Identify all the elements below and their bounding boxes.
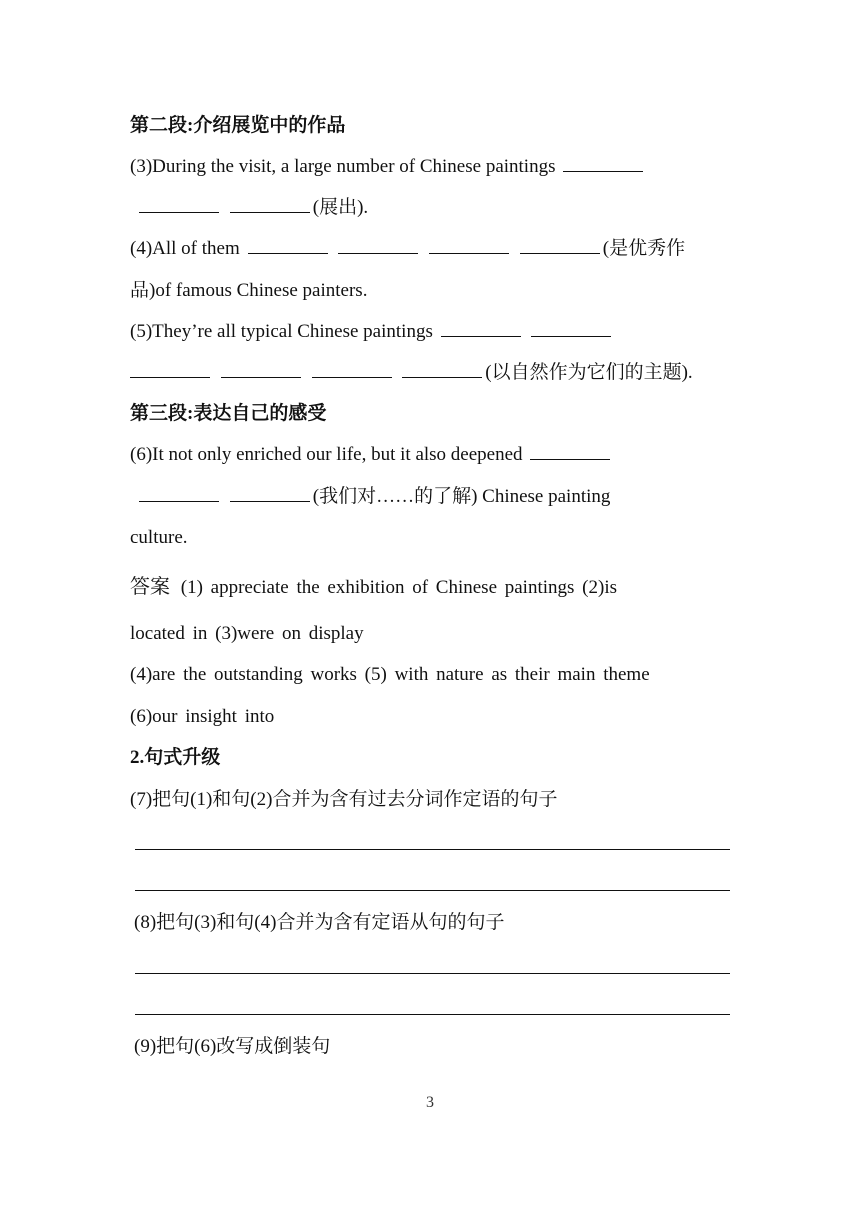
question-5-line1 bbox=[130, 318, 720, 346]
writing-line[interactable] bbox=[135, 973, 730, 974]
answers-line1 bbox=[130, 573, 720, 602]
question-6-hint: (我们对……的了解) Chinese painting bbox=[312, 486, 611, 507]
answer-blank[interactable] bbox=[248, 235, 328, 254]
question-9: (9)把句(6)改写成倒装句 bbox=[134, 1036, 331, 1057]
question-4-line1 bbox=[130, 235, 720, 263]
answer-blank[interactable] bbox=[221, 359, 301, 378]
question-6-line3: culture. bbox=[130, 527, 188, 548]
answers-line3: (4)are the outstanding works (5) with nature as their main theme bbox=[130, 664, 650, 685]
question-4-line2: 品)of famous Chinese painters. bbox=[130, 280, 368, 301]
writing-line[interactable] bbox=[135, 1014, 730, 1015]
answer-blank[interactable] bbox=[230, 483, 310, 502]
answer-blank[interactable] bbox=[139, 483, 219, 502]
answer-blank[interactable] bbox=[130, 359, 210, 378]
answer-blank[interactable] bbox=[520, 235, 600, 254]
answer-blank[interactable] bbox=[139, 194, 219, 213]
question-7: (7)把句(1)和句(2)合并为含有过去分词作定语的句子 bbox=[130, 789, 558, 810]
question-6-line1 bbox=[130, 441, 720, 469]
question-4-text: (4)All of them bbox=[130, 238, 240, 259]
question-4-hint: (是优秀作 bbox=[602, 238, 686, 259]
answer-blank[interactable] bbox=[429, 235, 509, 254]
answers-line4: (6)our insight into bbox=[130, 706, 275, 727]
upgrade-heading: 2.句式升级 bbox=[130, 747, 221, 768]
page-number: 3 bbox=[426, 1094, 434, 1111]
answer-blank[interactable] bbox=[531, 318, 611, 337]
answer-blank[interactable] bbox=[338, 235, 418, 254]
question-6-text: (6)It not only enriched our life, but it also deepened bbox=[130, 444, 523, 465]
writing-line[interactable] bbox=[135, 849, 730, 850]
question-3-hint: (展出). bbox=[312, 197, 369, 218]
writing-line[interactable] bbox=[135, 890, 730, 891]
question-3-line1 bbox=[130, 153, 720, 181]
answer-blank[interactable] bbox=[230, 194, 310, 213]
answer-blank[interactable] bbox=[530, 441, 610, 460]
question-3-line2 bbox=[136, 194, 720, 222]
answer-blank[interactable] bbox=[402, 359, 482, 378]
answer-blank[interactable] bbox=[563, 153, 643, 172]
section3-heading: 第三段:表达自己的感受 bbox=[130, 403, 327, 424]
question-6-line2 bbox=[136, 483, 720, 511]
answers-label: 答案 bbox=[130, 576, 170, 598]
question-8: (8)把句(3)和句(4)合并为含有定语从句的句子 bbox=[134, 912, 505, 933]
question-5-hint: (以自然作为它们的主题). bbox=[485, 362, 693, 383]
answers-line2: located in (3)were on display bbox=[130, 623, 364, 644]
answers-text-1: (1) appreciate the exhibition of Chinese paintings (2)is bbox=[180, 577, 617, 598]
section2-heading: 第二段:介绍展览中的作品 bbox=[130, 115, 346, 136]
question-3-text: (3)During the visit, a large number of Chinese paintings bbox=[130, 156, 556, 177]
answer-blank[interactable] bbox=[441, 318, 521, 337]
question-5-line2 bbox=[130, 359, 720, 387]
question-5-text: (5)They’re all typical Chinese paintings bbox=[130, 321, 433, 342]
answer-blank[interactable] bbox=[312, 359, 392, 378]
